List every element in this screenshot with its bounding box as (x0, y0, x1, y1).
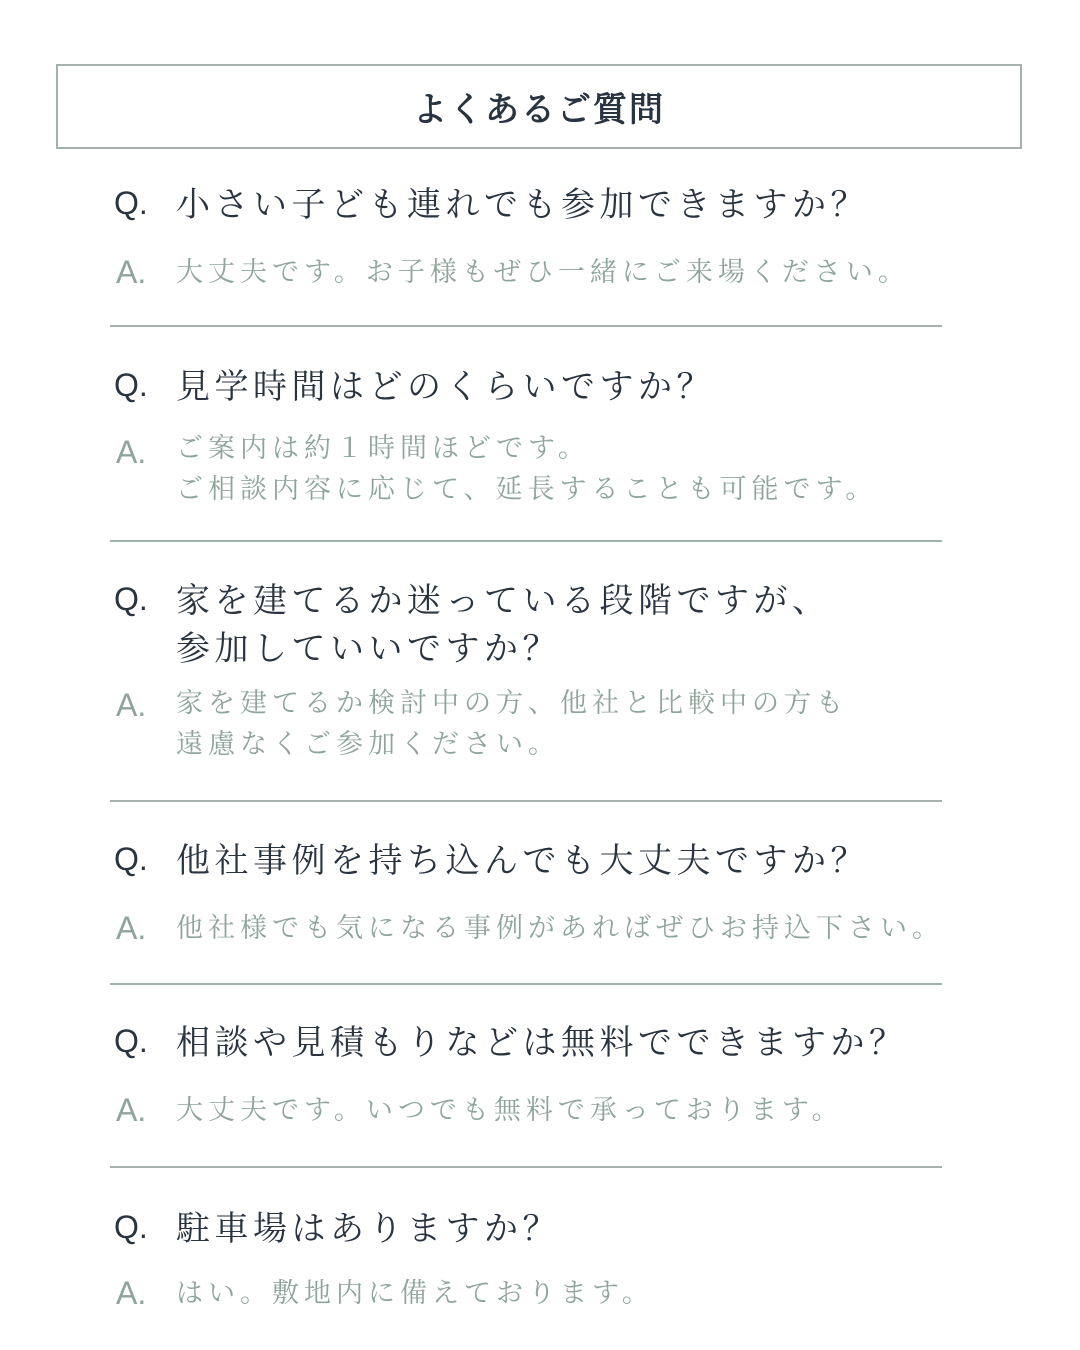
answer-line: ご案内は約１時間ほどです。 (176, 433, 590, 464)
question-mark: Q. (114, 841, 148, 877)
answer-row (110, 1273, 942, 1314)
answer-line: 家を建てるか検討中の方、他社と比較中の方も (176, 688, 848, 719)
answer-row (110, 683, 942, 765)
faq-divider (110, 800, 942, 802)
answer-row (110, 1090, 942, 1131)
page-title: よくあるご質問 (413, 90, 665, 130)
answer-mark: A. (116, 434, 147, 470)
question-line: 家を建てるか迷っている段階ですが、 (176, 581, 831, 621)
question-mark: Q. (114, 367, 148, 403)
answer-line: ご相談内容に応じて、延長することも可能です。 (176, 474, 878, 505)
answer-mark: A. (116, 1092, 147, 1128)
question-text (176, 837, 942, 885)
answer-mark: A. (116, 254, 147, 290)
answer-row (110, 908, 942, 949)
answer-text (176, 683, 942, 765)
answer-mark: A. (116, 910, 147, 946)
question-row (110, 1205, 942, 1253)
answer-line: 大丈夫です。お子様もぜひ一緒にご来場ください。 (176, 257, 910, 288)
faq-divider (110, 1166, 942, 1168)
question-line: 小さい子ども連れでも参加できますか？ (176, 185, 869, 225)
question-mark: Q. (114, 581, 148, 617)
faq-item (110, 1205, 942, 1314)
question-row (110, 1019, 942, 1067)
faq-item (110, 1019, 942, 1131)
question-text (176, 1019, 942, 1067)
question-line: 参加していいですか？ (176, 629, 561, 669)
question-line: 駐車場はありますか？ (176, 1209, 561, 1249)
faq-item (110, 181, 942, 293)
answer-text (176, 252, 942, 293)
answer-text (176, 1090, 942, 1131)
question-text (176, 577, 942, 673)
faq-item (110, 837, 942, 949)
answer-mark: A. (116, 1275, 147, 1311)
answer-line: はい。敷地内に備えております。 (176, 1278, 654, 1309)
faq-divider (110, 325, 942, 327)
question-text (176, 1205, 942, 1253)
answer-text (176, 908, 942, 949)
faq-item (110, 577, 942, 765)
answer-row (110, 428, 942, 510)
answer-line: 大丈夫です。いつでも無料で承っております。 (176, 1095, 844, 1126)
question-mark: Q. (114, 1023, 148, 1059)
faq-divider (110, 983, 942, 985)
answer-line: 他社様でも気になる事例があればぜひお持込下さい。 (176, 913, 944, 944)
question-row (110, 181, 942, 229)
question-line: 相談や見積もりなどは無料でできますか？ (176, 1023, 908, 1063)
question-text (176, 181, 942, 229)
question-row (110, 363, 942, 411)
question-mark: Q. (114, 185, 148, 221)
faq-item (110, 363, 942, 510)
question-line: 他社事例を持ち込んでも大丈夫ですか？ (176, 841, 869, 881)
answer-text (176, 1273, 942, 1314)
answer-mark: A. (116, 687, 147, 723)
answer-line: 遠慮なくご参加ください。 (176, 729, 560, 760)
answer-row (110, 252, 942, 293)
question-row (110, 837, 942, 885)
question-text (176, 363, 942, 411)
question-mark: Q. (114, 1209, 148, 1245)
question-row (110, 577, 942, 673)
answer-text (176, 428, 942, 510)
question-line: 見学時間はどのくらいですか？ (176, 367, 715, 407)
faq-divider (110, 540, 942, 542)
